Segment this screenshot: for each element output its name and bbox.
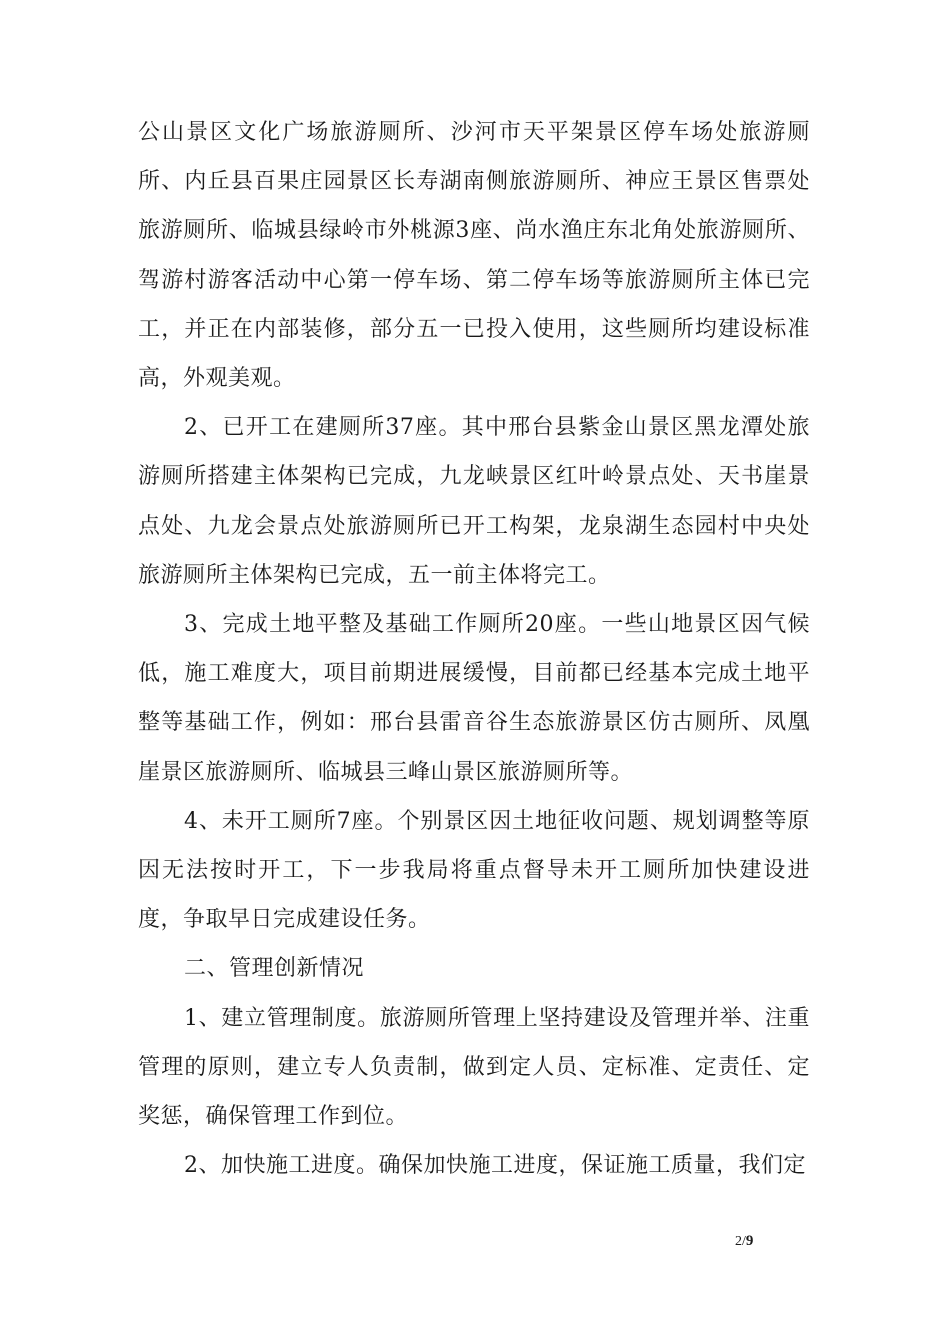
paragraph-management-1: 1、建立管理制度。旅游厕所管理上坚持建设及管理并举、注重管理的原则，建立专人负责制，做到定人员、定标准、定责任、定奖惩，确保管理工作到位。: [138, 1005, 810, 1130]
paragraph-item-3: 3、完成土地平整及基础工作厕所20座。一些山地景区因气候低，施工难度大，项目前期进展缓慢，目前都已经基本完成土地平整等基础工作，例如：邢台县雷音谷生态旅游景区仿古厕所、凤凰崖景区旅游厕所、临城县三峰山景区旅游厕所等。: [138, 612, 810, 785]
page-number-current: 2/: [735, 1234, 746, 1249]
document-body: [138, 108, 810, 1190]
paragraph-item-2: 2、已开工在建厕所37座。其中邢台县紫金山景区黑龙潭处旅游厕所搭建主体架构已完成，九龙峡景区红叶岭景点处、天书崖景点处、九龙会景点处旅游厕所已开工构架，龙泉湖生态园村中央处旅游厕所主体架构已完成，五一前主体将完工。: [138, 415, 810, 588]
paragraph-continuation: 公山景区文化广场旅游厕所、沙河市天平架景区停车场处旅游厕所、内丘县百果庄园景区长寿湖南侧旅游厕所、神应王景区售票处旅游厕所、临城县绿岭市外桃源3座、尚水渔庄东北角处旅游厕所、驾游村游客活动中心第一停车场、第二停车场等旅游厕所主体已完工，并正在内部装修，部分五一已投入使用，这些厕所均建设标准高，外观美观。: [138, 120, 810, 392]
paragraph-item-4: 4、未开工厕所7座。个别景区因土地征收问题、规划调整等原因无法按时开工，下一步我局将重点督导未开工厕所加快建设进度，争取早日完成建设任务。: [138, 808, 810, 933]
section-heading-management: 二、管理创新情况: [184, 956, 365, 982]
page-number-total: 9: [745, 1233, 754, 1249]
page-number: [735, 1233, 753, 1250]
paragraph-management-2: 2、加快施工进度。确保加快施工进度，保证施工质量，我们定: [184, 1153, 806, 1179]
